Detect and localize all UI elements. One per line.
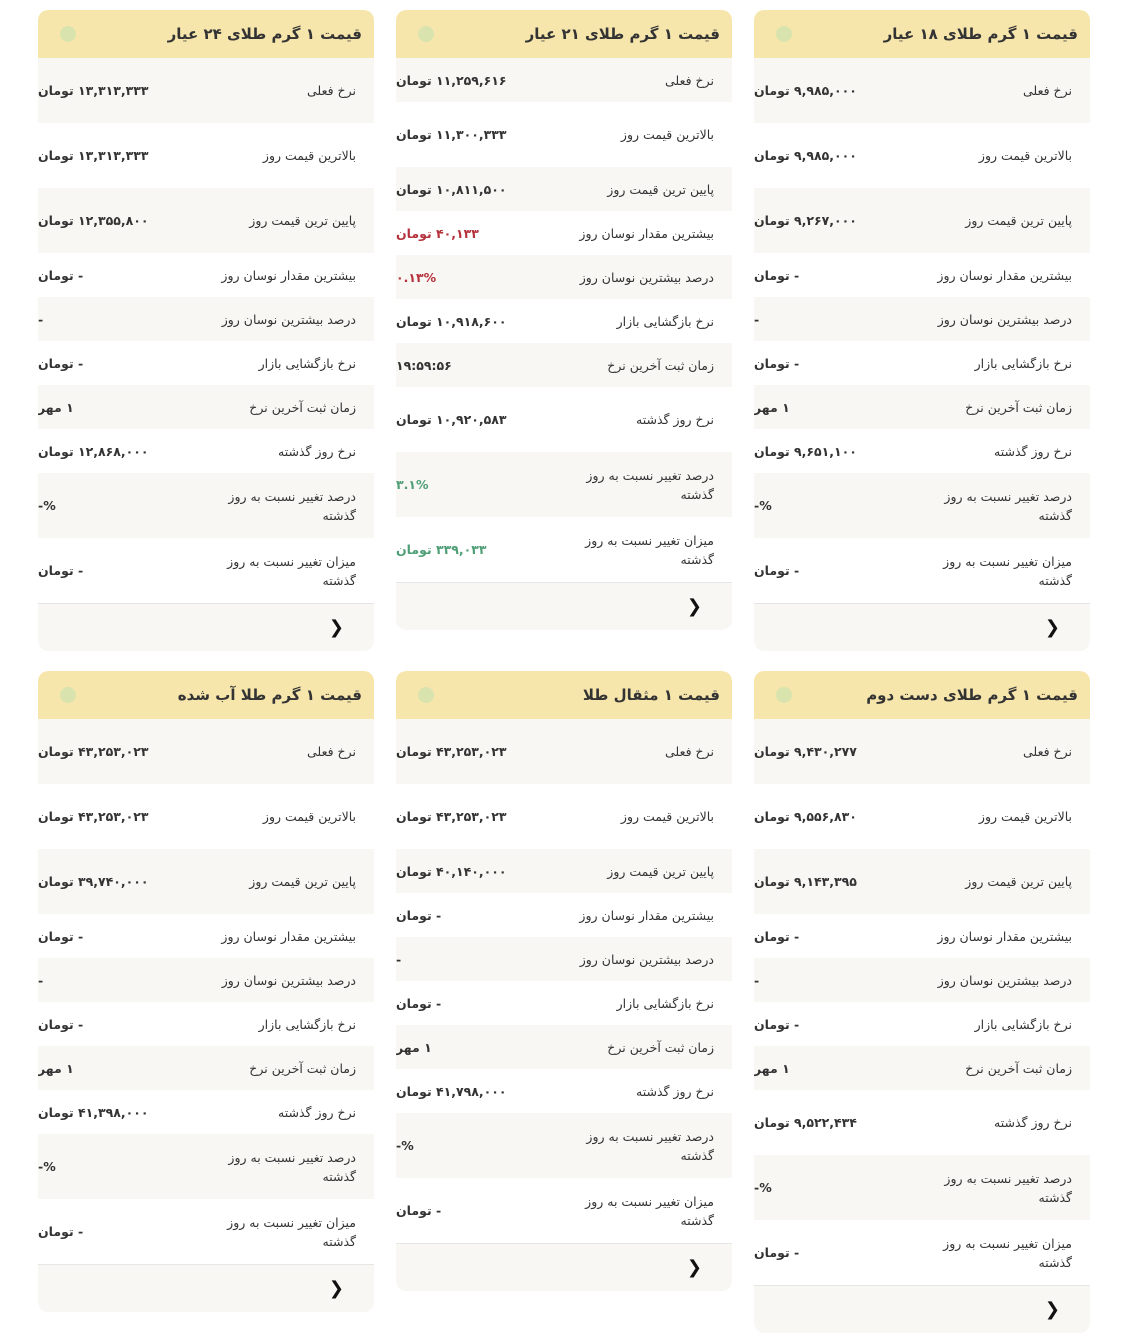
price-row (396, 1178, 732, 1243)
price-row (38, 429, 374, 473)
row-label: پایین ترین قیمت روز (607, 863, 714, 879)
price-row (38, 58, 374, 123)
card-header (38, 671, 374, 719)
card-title: قیمت ۱ مثقال طلا (582, 686, 720, 704)
price-card (38, 671, 374, 1333)
row-value: - (754, 972, 760, 988)
price-row (396, 58, 732, 102)
row-label: زمان ثبت آخرین نرخ (249, 1060, 356, 1076)
price-row (754, 1155, 1090, 1220)
row-label: درصد بیشترین نوسان روز (579, 269, 714, 285)
card-rows (754, 58, 1090, 603)
row-value: ۹,۴۳۰,۲۷۷ تومان (754, 744, 857, 759)
row-label: بیشترین مقدار نوسان روز (579, 907, 714, 923)
row-label: بالاترین قیمت روز (620, 809, 714, 824)
card-rows (38, 719, 374, 1264)
price-card (396, 671, 732, 1333)
price-card (754, 10, 1090, 651)
price-row (396, 299, 732, 343)
row-label: نرخ روز گذشته (994, 1115, 1072, 1130)
row-value: - تومان (754, 1245, 800, 1260)
row-value: - تومان (754, 267, 800, 283)
price-row (38, 1002, 374, 1046)
price-row (396, 255, 732, 299)
row-value: ۴۳,۲۵۳,۰۲۳ تومان (396, 744, 507, 759)
row-value: %- (754, 1180, 772, 1195)
row-label: نرخ روز گذشته (278, 1104, 356, 1120)
card-footer (38, 603, 374, 651)
card-title: قیمت ۱ گرم طلای دست دوم (866, 686, 1078, 704)
price-row (396, 1025, 732, 1069)
price-row (754, 385, 1090, 429)
price-row (754, 473, 1090, 538)
row-label: نرخ فعلی (1023, 83, 1072, 98)
row-value: ۳.۱% (396, 477, 429, 492)
row-label: نرخ فعلی (1023, 744, 1072, 759)
row-label: نرخ فعلی (307, 83, 356, 98)
price-row (396, 343, 732, 387)
row-label: میزان تغییر نسبت به روز گذشته (585, 1193, 714, 1228)
gold-price-grid (38, 10, 1090, 1333)
row-value: ۳۹,۷۴۰,۰۰۰ تومان (38, 874, 149, 889)
row-value: ۹,۶۵۱,۱۰۰ تومان (754, 443, 857, 459)
row-label: پایین ترین قیمت روز (249, 213, 356, 228)
row-label: زمان ثبت آخرین نرخ (607, 1039, 714, 1055)
row-value: ۴۳,۲۵۳,۰۲۳ تومان (396, 809, 507, 824)
row-value: ۴۳,۲۵۳,۰۲۳ تومان (38, 744, 149, 759)
row-value: - تومان (754, 563, 800, 578)
row-value: ۳۳۹,۰۳۳ تومان (396, 542, 487, 557)
price-row (754, 784, 1090, 849)
price-row (38, 253, 374, 297)
price-row (396, 1113, 732, 1178)
card-title: قیمت ۱ گرم طلای ۱۸ عیار (883, 25, 1078, 43)
row-label: بالاترین قیمت روز (978, 809, 1072, 824)
price-row (754, 188, 1090, 253)
price-row (754, 297, 1090, 341)
row-label: بیشترین مقدار نوسان روز (579, 225, 714, 241)
row-value: ۹,۹۸۵,۰۰۰ تومان (754, 83, 857, 98)
row-value: %- (754, 498, 772, 513)
row-value: ۹,۵۵۶,۸۳۰ تومان (754, 809, 857, 824)
price-card (754, 671, 1090, 1333)
row-value: - تومان (754, 355, 800, 371)
price-row (396, 387, 732, 452)
row-value: - تومان (38, 1224, 84, 1239)
card-footer (754, 1285, 1090, 1333)
chevron-left-icon[interactable]: ❮ (686, 1257, 702, 1278)
row-label: نرخ روز گذشته (636, 412, 714, 427)
price-row (38, 719, 374, 784)
row-value: - تومان (38, 355, 84, 371)
row-value: - تومان (38, 563, 84, 578)
row-label: درصد بیشترین نوسان روز (937, 311, 1072, 327)
status-dot-icon (418, 26, 434, 42)
card-footer (38, 1264, 374, 1312)
status-dot-icon (60, 687, 76, 703)
price-row (38, 385, 374, 429)
row-value: ۱ مهر (38, 399, 74, 415)
price-row (396, 211, 732, 255)
row-label: درصد تغییر نسبت به روز گذشته (944, 1170, 1072, 1205)
price-row (754, 914, 1090, 958)
price-row (38, 914, 374, 958)
price-row (38, 538, 374, 603)
price-row (396, 452, 732, 517)
status-dot-icon (776, 26, 792, 42)
price-row (754, 429, 1090, 473)
price-row (754, 719, 1090, 784)
row-label: زمان ثبت آخرین نرخ (965, 1060, 1072, 1076)
price-row (38, 1090, 374, 1134)
chevron-left-icon[interactable]: ❮ (1044, 617, 1060, 638)
row-value: ۹,۹۸۵,۰۰۰ تومان (754, 148, 857, 163)
price-row (396, 517, 732, 582)
row-value: - (754, 311, 760, 327)
status-dot-icon (776, 687, 792, 703)
row-label: نرخ روز گذشته (994, 443, 1072, 459)
row-value: - (396, 951, 402, 967)
row-value: ۴۰,۱۳۳ تومان (396, 225, 479, 241)
row-value: ۱ مهر (38, 1060, 74, 1076)
row-label: نرخ بازگشایی بازار (974, 355, 1072, 371)
price-row (754, 1090, 1090, 1155)
row-label: بالاترین قیمت روز (262, 809, 356, 824)
row-value: ۴۳,۲۵۳,۰۲۳ تومان (38, 809, 149, 824)
row-label: بیشترین مقدار نوسان روز (937, 928, 1072, 944)
row-value: - تومان (396, 1203, 442, 1218)
price-row (754, 253, 1090, 297)
row-label: درصد بیشترین نوسان روز (937, 972, 1072, 988)
row-label: نرخ روز گذشته (636, 1083, 714, 1099)
row-label: درصد تغییر نسبت به روز گذشته (944, 488, 1072, 523)
row-value: %- (38, 1159, 56, 1174)
row-label: میزان تغییر نسبت به روز گذشته (585, 532, 714, 567)
row-label: درصد بیشترین نوسان روز (579, 951, 714, 967)
row-label: بیشترین مقدار نوسان روز (937, 267, 1072, 283)
row-value: - تومان (754, 1016, 800, 1032)
row-value: ۹,۱۴۳,۳۹۵ تومان (754, 874, 857, 889)
row-value: ۱۰,۸۱۱,۵۰۰ تومان (396, 181, 507, 197)
card-header (396, 10, 732, 58)
price-row (754, 123, 1090, 188)
price-row (396, 167, 732, 211)
chevron-left-icon[interactable]: ❮ (686, 596, 702, 617)
price-row (38, 784, 374, 849)
row-label: پایین ترین قیمت روز (249, 874, 356, 889)
price-row (396, 102, 732, 167)
row-value: - تومان (396, 995, 442, 1011)
row-value: - تومان (38, 267, 84, 283)
row-label: بیشترین مقدار نوسان روز (221, 267, 356, 283)
row-label: پایین ترین قیمت روز (965, 874, 1072, 889)
row-value: ۹,۵۲۲,۴۳۴ تومان (754, 1115, 857, 1130)
price-row (396, 719, 732, 784)
row-value: ۹,۲۶۷,۰۰۰ تومان (754, 213, 857, 228)
card-rows (38, 58, 374, 603)
row-value: %- (38, 498, 56, 513)
row-label: بالاترین قیمت روز (978, 148, 1072, 163)
price-row (754, 849, 1090, 914)
card-title: قیمت ۱ گرم طلای ۲۱ عیار (525, 25, 720, 43)
card-footer (754, 603, 1090, 651)
card-title: قیمت ۱ گرم طلا آب شده (177, 686, 362, 704)
card-header (754, 671, 1090, 719)
row-label: بالاترین قیمت روز (262, 148, 356, 163)
row-value: ۱۲,۳۵۵,۸۰۰ تومان (38, 213, 149, 228)
row-label: زمان ثبت آخرین نرخ (249, 399, 356, 415)
row-label: میزان تغییر نسبت به روز گذشته (227, 1214, 356, 1249)
row-label: پایین ترین قیمت روز (607, 181, 714, 197)
row-value: ۱۱,۲۵۹,۶۱۶ تومان (396, 72, 507, 88)
price-row (396, 1069, 732, 1113)
row-label: نرخ فعلی (307, 744, 356, 759)
row-label: زمان ثبت آخرین نرخ (607, 357, 714, 373)
price-row (754, 958, 1090, 1002)
row-value: - تومان (396, 907, 442, 923)
row-label: درصد بیشترین نوسان روز (221, 972, 356, 988)
row-label: میزان تغییر نسبت به روز گذشته (943, 553, 1072, 588)
price-row (396, 784, 732, 849)
price-row (396, 849, 732, 893)
row-value: - تومان (38, 1016, 84, 1032)
row-value: ۰.۱۳% (396, 269, 437, 285)
chevron-left-icon[interactable]: ❮ (1044, 1299, 1060, 1320)
row-label: بالاترین قیمت روز (620, 127, 714, 142)
row-label: زمان ثبت آخرین نرخ (965, 399, 1072, 415)
row-value: ۴۰,۱۴۰,۰۰۰ تومان (396, 863, 507, 879)
price-row (38, 958, 374, 1002)
row-label: نرخ فعلی (665, 72, 714, 88)
price-row (754, 58, 1090, 123)
row-label: درصد بیشترین نوسان روز (221, 311, 356, 327)
price-card (396, 10, 732, 651)
row-label: نرخ بازگشایی بازار (974, 1016, 1072, 1032)
price-row (38, 341, 374, 385)
card-rows (754, 719, 1090, 1285)
price-row (396, 893, 732, 937)
row-value: ۴۱,۳۹۸,۰۰۰ تومان (38, 1104, 149, 1120)
row-value: ۱۲,۸۶۸,۰۰۰ تومان (38, 443, 149, 459)
row-label: بیشترین مقدار نوسان روز (221, 928, 356, 944)
row-label: درصد تغییر نسبت به روز گذشته (228, 488, 356, 523)
price-row (38, 1199, 374, 1264)
row-value: - (38, 311, 44, 327)
card-footer (396, 1243, 732, 1291)
price-row (38, 297, 374, 341)
row-value: ۱۰,۹۲۰,۵۸۳ تومان (396, 412, 507, 427)
row-value: ۱ مهر (396, 1039, 432, 1055)
card-header (754, 10, 1090, 58)
row-label: درصد تغییر نسبت به روز گذشته (586, 467, 714, 502)
card-title: قیمت ۱ گرم طلای ۲۴ عیار (167, 25, 362, 43)
price-row (754, 341, 1090, 385)
row-value: - تومان (754, 928, 800, 944)
price-row (38, 188, 374, 253)
price-row (38, 849, 374, 914)
row-label: نرخ بازگشایی بازار (616, 995, 714, 1011)
row-value: ۱۹:۵۹:۵۶ (396, 357, 452, 373)
row-label: درصد تغییر نسبت به روز گذشته (586, 1128, 714, 1163)
chevron-left-icon[interactable]: ❮ (328, 1278, 344, 1299)
chevron-left-icon[interactable]: ❮ (328, 617, 344, 638)
price-row (38, 1046, 374, 1090)
row-label: نرخ روز گذشته (278, 443, 356, 459)
row-value: %- (396, 1138, 414, 1153)
row-label: نرخ بازگشایی بازار (258, 1016, 356, 1032)
row-value: ۱ مهر (754, 1060, 790, 1076)
price-card (38, 10, 374, 651)
price-row (396, 981, 732, 1025)
card-rows (396, 58, 732, 582)
row-label: پایین ترین قیمت روز (965, 213, 1072, 228)
price-row (754, 538, 1090, 603)
price-row (754, 1002, 1090, 1046)
card-header (38, 10, 374, 58)
row-value: ۱۳,۳۱۳,۳۳۳ تومان (38, 83, 149, 98)
price-row (754, 1220, 1090, 1285)
status-dot-icon (418, 687, 434, 703)
row-label: میزان تغییر نسبت به روز گذشته (943, 1235, 1072, 1270)
row-value: ۱۱,۳۰۰,۳۳۳ تومان (396, 127, 507, 142)
row-label: درصد تغییر نسبت به روز گذشته (228, 1149, 356, 1184)
row-label: نرخ فعلی (665, 744, 714, 759)
row-label: میزان تغییر نسبت به روز گذشته (227, 553, 356, 588)
price-row (38, 123, 374, 188)
row-value: ۴۱,۷۹۸,۰۰۰ تومان (396, 1083, 507, 1099)
row-value: - تومان (38, 928, 84, 944)
row-value: ۱۳,۳۱۳,۳۳۳ تومان (38, 148, 149, 163)
row-value: - (38, 972, 44, 988)
price-row (754, 1046, 1090, 1090)
row-value: ۱ مهر (754, 399, 790, 415)
price-row (38, 1134, 374, 1199)
row-value: ۱۰,۹۱۸,۶۰۰ تومان (396, 313, 507, 329)
card-footer (396, 582, 732, 630)
row-label: نرخ بازگشایی بازار (258, 355, 356, 371)
price-row (396, 937, 732, 981)
card-rows (396, 719, 732, 1243)
card-header (396, 671, 732, 719)
row-label: نرخ بازگشایی بازار (616, 313, 714, 329)
price-row (38, 473, 374, 538)
status-dot-icon (60, 26, 76, 42)
